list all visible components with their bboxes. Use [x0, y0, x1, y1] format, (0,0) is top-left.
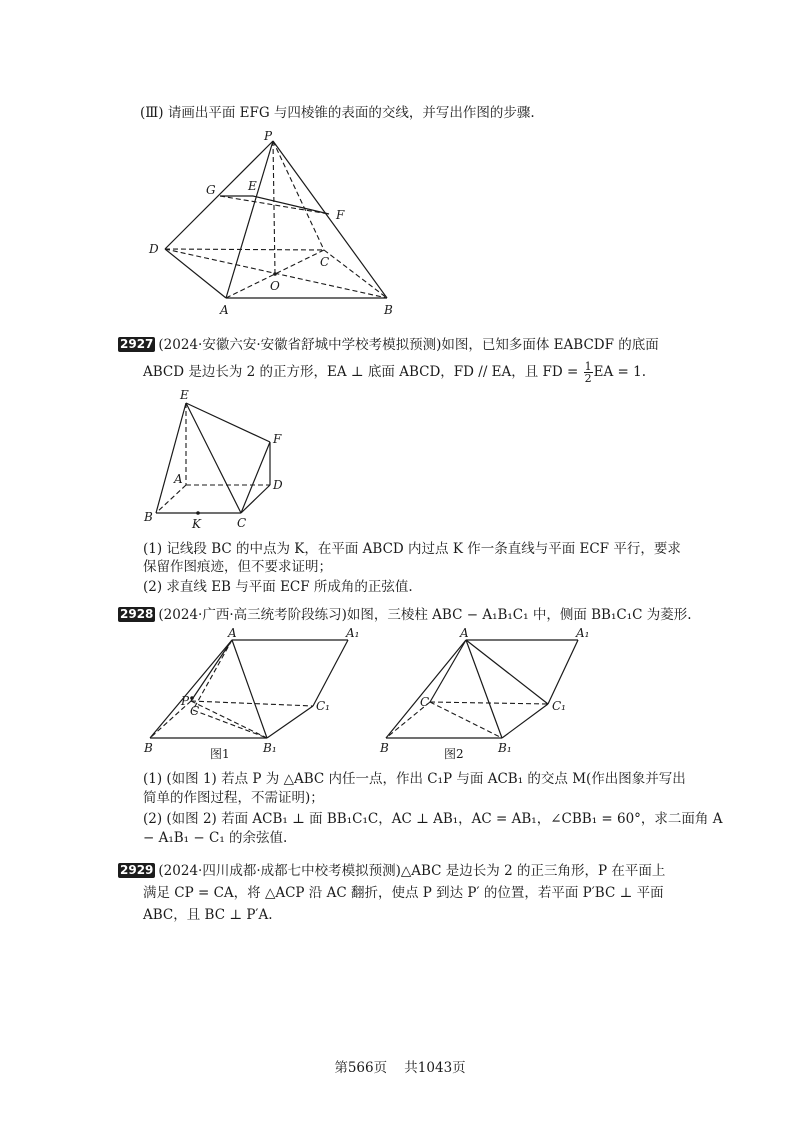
label-C: C — [420, 695, 430, 709]
label-B: B — [144, 741, 153, 755]
total-pages: 共1043页 — [404, 1060, 466, 1076]
prism1-edges — [150, 640, 348, 738]
label-P: P — [181, 694, 190, 708]
label-A1: A₁ — [346, 626, 360, 640]
fraction-denominator: 2 — [584, 372, 592, 385]
pyramid-figure — [140, 130, 400, 320]
prism-figure-2 — [378, 626, 608, 766]
label-C: C — [320, 255, 330, 269]
prism-figure-1 — [140, 626, 370, 766]
point-K — [196, 511, 200, 515]
prism2-edges — [386, 640, 578, 738]
problem-2928-q2-a: (2) (如图 2) 若面 ACB₁ ⊥ 面 BB₁C₁C，AC ⊥ AB₁，AC = AB₁，∠CBB₁ = 60°，求二面角 A — [143, 811, 723, 827]
label-K: K — [192, 517, 201, 531]
polyhedron-edges — [156, 403, 270, 513]
problem-2927-q2: (2) 求直线 EB 与平面 ECF 所成角的正弦值. — [143, 579, 413, 595]
label-A: A — [220, 303, 229, 317]
label-A: A — [174, 472, 183, 486]
problem-2928-q1-b: 简单的作图过程，不需证明)； — [143, 790, 324, 806]
problem-number-badge: 2928 — [120, 607, 154, 621]
problem-2928-line1 — [118, 606, 692, 624]
problem-2927-line1 — [118, 336, 659, 354]
label-A: A — [228, 626, 237, 640]
fraction-half — [584, 361, 593, 384]
label-B: B — [380, 741, 389, 755]
label-A: A — [460, 626, 469, 640]
problem-2927-source: (2024·安徽六安·安徽省舒城中学校考模拟预测)如图，已知多面体 EABCDF 的底面 — [158, 337, 659, 353]
problem-2929-line1 — [118, 862, 665, 880]
label-A1: A₁ — [576, 626, 590, 640]
page-footer — [0, 1056, 800, 1076]
problem-2929-source: (2024·四川成都·成都七中校考模拟预测)△ABC 是边长为 2 的正三角形，P 在平面上 — [158, 863, 666, 879]
label-C: C — [190, 704, 200, 718]
problem-2929-line3: ABC，且 BC ⊥ P′A. — [143, 907, 273, 923]
problem-2928-q1-a: (1) (如图 1) 若点 P 为 △ABC 内任一点，作出 C₁P 与面 ACB₁ 的交点 M(作出图象并写出 — [143, 771, 686, 787]
label-B1: B₁ — [263, 741, 277, 755]
label-P: P — [264, 129, 273, 143]
label-B1: B₁ — [498, 741, 512, 755]
label-B: B — [384, 303, 393, 317]
label-F: F — [273, 432, 282, 446]
point-O — [273, 272, 277, 276]
label-E: E — [248, 179, 257, 193]
label-C1: C₁ — [552, 699, 566, 713]
problem-2927-q1-a: (1) 记线段 BC 的中点为 K，在平面 ABCD 内过点 K 作一条直线与平面 ECF 平行，要求 — [143, 541, 681, 557]
label-C1: C₁ — [316, 699, 330, 713]
problem-number-badge: 2927 — [120, 337, 154, 351]
label-D: D — [149, 242, 159, 256]
problem-2926-part3: (Ⅲ) 请画出平面 EFG 与四棱锥的表面的交线，并写出作图的步骤. — [140, 105, 535, 121]
problem-2928-q2-b: − A₁B₁ − C₁ 的余弦值. — [143, 830, 288, 846]
fraction-numerator: 1 — [584, 360, 592, 373]
label-D: D — [273, 478, 283, 492]
problem-2927-text: ABCD 是边长为 2 的正方形，EA ⊥ 底面 ABCD，FD // EA，且 FD = — [143, 364, 583, 380]
label-F: F — [336, 208, 345, 222]
label-C: C — [237, 516, 247, 530]
label-E: E — [180, 388, 189, 402]
problem-2927-q1-b: 保留作图痕迹，但不要求证明； — [143, 559, 332, 575]
label-B: B — [144, 510, 153, 524]
label-G: G — [206, 183, 216, 197]
problem-2927-text-end: EA = 1. — [593, 364, 647, 380]
problem-2928-source: (2024·广西·高三统考阶段练习)如图，三棱柱 ABC − A₁B₁C₁ 中，侧面 BB₁C₁C 为菱形. — [158, 607, 692, 623]
label-O: O — [270, 279, 280, 293]
problem-number-badge: 2929 — [120, 863, 154, 877]
point-P — [190, 696, 194, 700]
caption-figure-2: 图2 — [444, 747, 464, 761]
problem-2927-line2 — [143, 361, 646, 384]
polyhedron-figure — [140, 385, 300, 535]
problem-2929-line2: 满足 CP = CA，将 △ACP 沿 AC 翻折，使点 P 到达 P′ 的位置，若平面 P′BC ⊥ 平面 — [143, 885, 664, 901]
caption-figure-1: 图1 — [210, 747, 230, 761]
page-number: 第566页 — [334, 1060, 388, 1076]
